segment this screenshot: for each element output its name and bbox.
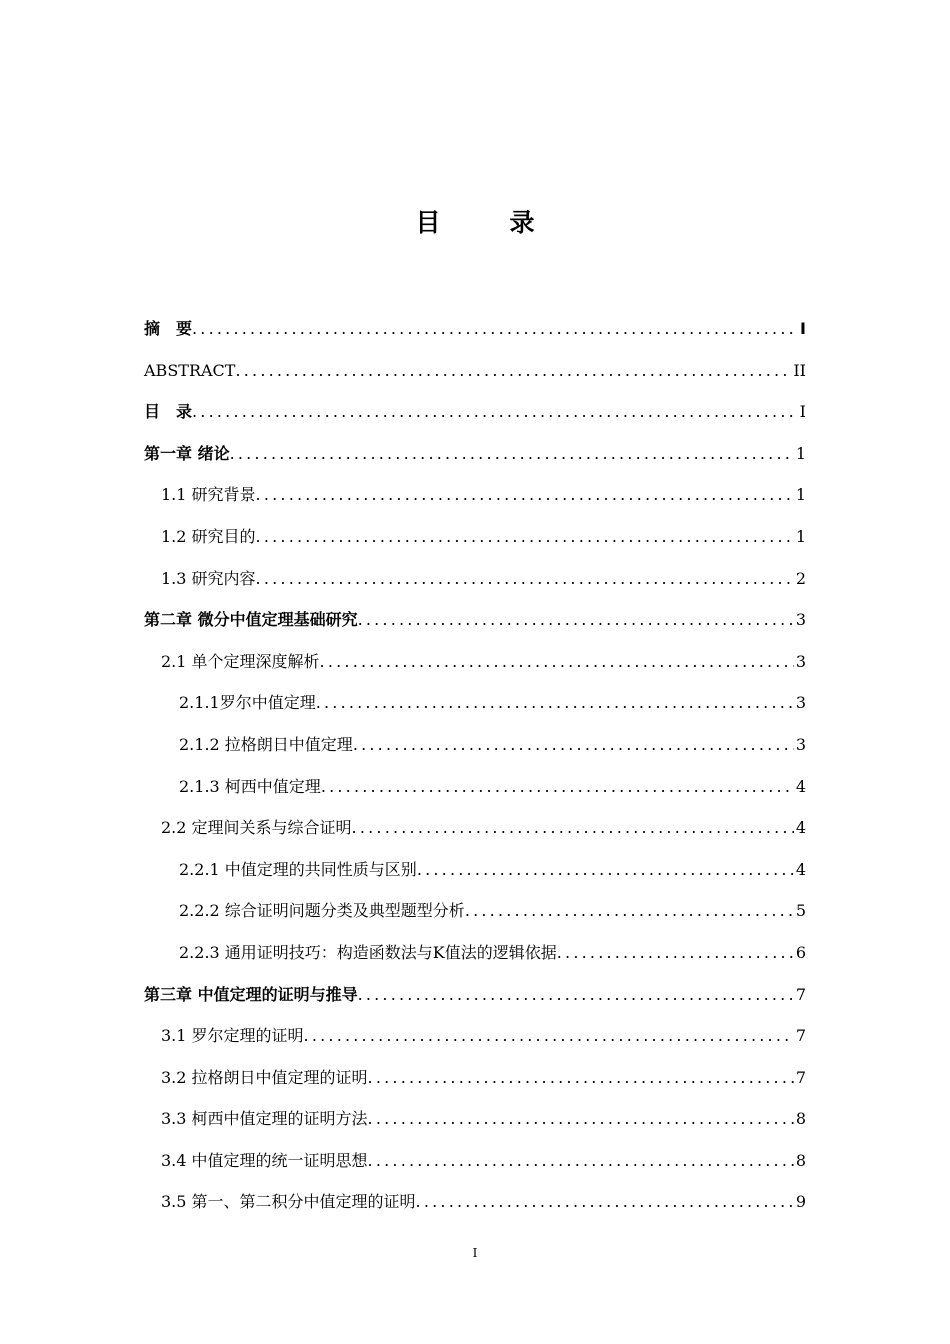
toc-entry-label: 3.4 中值定理的统一证明思想 bbox=[161, 1150, 368, 1170]
toc-entry-page: 1 bbox=[795, 443, 806, 463]
toc-entry-label: 1.1 研究背景 bbox=[161, 485, 256, 505]
toc-dot-leader bbox=[256, 474, 794, 516]
toc-entry-2-2-2[interactable] bbox=[144, 890, 806, 932]
toc-dot-leader bbox=[320, 641, 794, 683]
toc-entry-3-1[interactable] bbox=[144, 1015, 806, 1057]
toc-entry-page: 3 bbox=[795, 610, 806, 630]
toc-entry-label: 3.5 第一、第二积分中值定理的证明 bbox=[161, 1192, 416, 1212]
toc-entry-label: 3.1 罗尔定理的证明 bbox=[161, 1026, 304, 1046]
toc-entry-page: 4 bbox=[795, 859, 806, 879]
toc-dot-leader bbox=[316, 682, 794, 724]
toc-dot-leader bbox=[230, 433, 794, 475]
toc-dot-leader bbox=[417, 849, 794, 891]
toc-entry-2-1-2[interactable] bbox=[144, 724, 806, 766]
toc-entry-label: 1.2 研究目的 bbox=[161, 526, 256, 546]
toc-entry-1-1[interactable] bbox=[144, 474, 806, 516]
toc-entry-2-2-1[interactable] bbox=[144, 849, 806, 891]
toc-entry-3-4[interactable] bbox=[144, 1140, 806, 1182]
toc-list bbox=[144, 308, 806, 1223]
toc-dot-leader bbox=[368, 1098, 794, 1140]
toc-entry-label: 2.2.3 通用证明技巧：构造函数法与K值法的逻辑依据 bbox=[179, 942, 557, 962]
toc-entry-2-2[interactable] bbox=[144, 807, 806, 849]
toc-entry-page: I bbox=[800, 319, 806, 338]
toc-entry-page: 1 bbox=[795, 526, 806, 546]
toc-entry-page: 8 bbox=[795, 1109, 806, 1129]
toc-entry-2-1-3[interactable] bbox=[144, 766, 806, 808]
toc-entry-2-1-1[interactable] bbox=[144, 682, 806, 724]
toc-entry-label: 3.2 拉格朗日中值定理的证明 bbox=[161, 1067, 368, 1087]
toc-entry-page: 4 bbox=[795, 818, 806, 838]
toc-dot-leader bbox=[353, 724, 794, 766]
toc-entry-label: 2.1.3 柯西中值定理 bbox=[179, 776, 321, 796]
toc-dot-leader bbox=[352, 807, 794, 849]
toc-dot-leader bbox=[557, 932, 794, 974]
toc-entry-label: 2.1.1罗尔中值定理 bbox=[179, 693, 316, 713]
toc-entry-contents[interactable] bbox=[144, 391, 806, 433]
toc-entry-page: 5 bbox=[795, 901, 806, 921]
toc-entry-chapter-2[interactable] bbox=[144, 599, 806, 641]
toc-entry-page: 3 bbox=[795, 693, 806, 713]
toc-dot-leader bbox=[256, 516, 794, 558]
toc-entry-page: 3 bbox=[795, 734, 806, 754]
toc-entry-page: 4 bbox=[795, 776, 806, 796]
toc-entry-label: ABSTRACT bbox=[144, 360, 236, 380]
toc-entry-2-1[interactable] bbox=[144, 641, 806, 683]
toc-title: 目 录 bbox=[415, 208, 557, 237]
toc-entry-page: 8 bbox=[795, 1150, 806, 1170]
toc-entry-label: 2.2 定理间关系与综合证明 bbox=[161, 818, 352, 838]
toc-entry-label: 3.3 柯西中值定理的证明方法 bbox=[161, 1109, 368, 1129]
toc-dot-leader bbox=[321, 766, 794, 808]
toc-entry-3-2[interactable] bbox=[144, 1057, 806, 1099]
toc-entry-label: 2.1.2 拉格朗日中值定理 bbox=[179, 734, 353, 754]
toc-dot-leader bbox=[304, 1015, 794, 1057]
toc-entry-abstract-cn[interactable] bbox=[144, 308, 806, 350]
toc-entry-label: 1.3 研究内容 bbox=[161, 568, 256, 588]
toc-entry-page: I bbox=[799, 402, 806, 422]
toc-entry-page: 7 bbox=[795, 984, 806, 1004]
toc-entry-page: 6 bbox=[795, 942, 806, 962]
toc-entry-label: 第二章 微分中值定理基础研究 bbox=[144, 610, 358, 630]
toc-entry-label: 2.1 单个定理深度解析 bbox=[161, 651, 320, 671]
toc-dot-leader bbox=[192, 308, 798, 350]
toc-entry-page: 2 bbox=[795, 568, 806, 588]
toc-dot-leader bbox=[192, 391, 798, 433]
toc-dot-leader bbox=[256, 558, 794, 600]
toc-entry-3-3[interactable] bbox=[144, 1098, 806, 1140]
toc-dot-leader bbox=[235, 350, 791, 392]
footer-page-number: I bbox=[472, 1246, 478, 1260]
toc-entry-label: 第三章 中值定理的证明与推导 bbox=[144, 984, 358, 1004]
toc-dot-leader bbox=[368, 1140, 794, 1182]
toc-entry-chapter-1[interactable] bbox=[144, 433, 806, 475]
toc-entry-page: 1 bbox=[795, 485, 806, 505]
toc-entry-label: 2.2.1 中值定理的共同性质与区别 bbox=[179, 859, 417, 879]
toc-dot-leader bbox=[368, 1057, 794, 1099]
toc-entry-1-2[interactable] bbox=[144, 516, 806, 558]
toc-dot-leader bbox=[465, 890, 794, 932]
toc-dot-leader bbox=[416, 1181, 794, 1223]
toc-entry-label: 摘 要 bbox=[144, 319, 193, 338]
toc-dot-leader bbox=[358, 599, 794, 641]
toc-entry-label: 第一章 绪论 bbox=[144, 443, 230, 463]
toc-entry-page: 7 bbox=[795, 1067, 806, 1087]
toc-entry-page: 3 bbox=[795, 651, 806, 671]
toc-dot-leader bbox=[358, 974, 794, 1016]
toc-entry-1-3[interactable] bbox=[144, 558, 806, 600]
toc-entry-chapter-3[interactable] bbox=[144, 974, 806, 1016]
toc-entry-2-2-3[interactable] bbox=[144, 932, 806, 974]
toc-entry-page: II bbox=[793, 360, 806, 380]
toc-entry-page: 9 bbox=[795, 1192, 806, 1212]
toc-entry-3-5[interactable] bbox=[144, 1181, 806, 1223]
toc-entry-label: 2.2.2 综合证明问题分类及典型题型分析 bbox=[179, 901, 465, 921]
toc-entry-abstract-en[interactable] bbox=[144, 350, 806, 392]
toc-entry-page: 7 bbox=[795, 1026, 806, 1046]
toc-entry-label: 目 录 bbox=[144, 402, 193, 422]
